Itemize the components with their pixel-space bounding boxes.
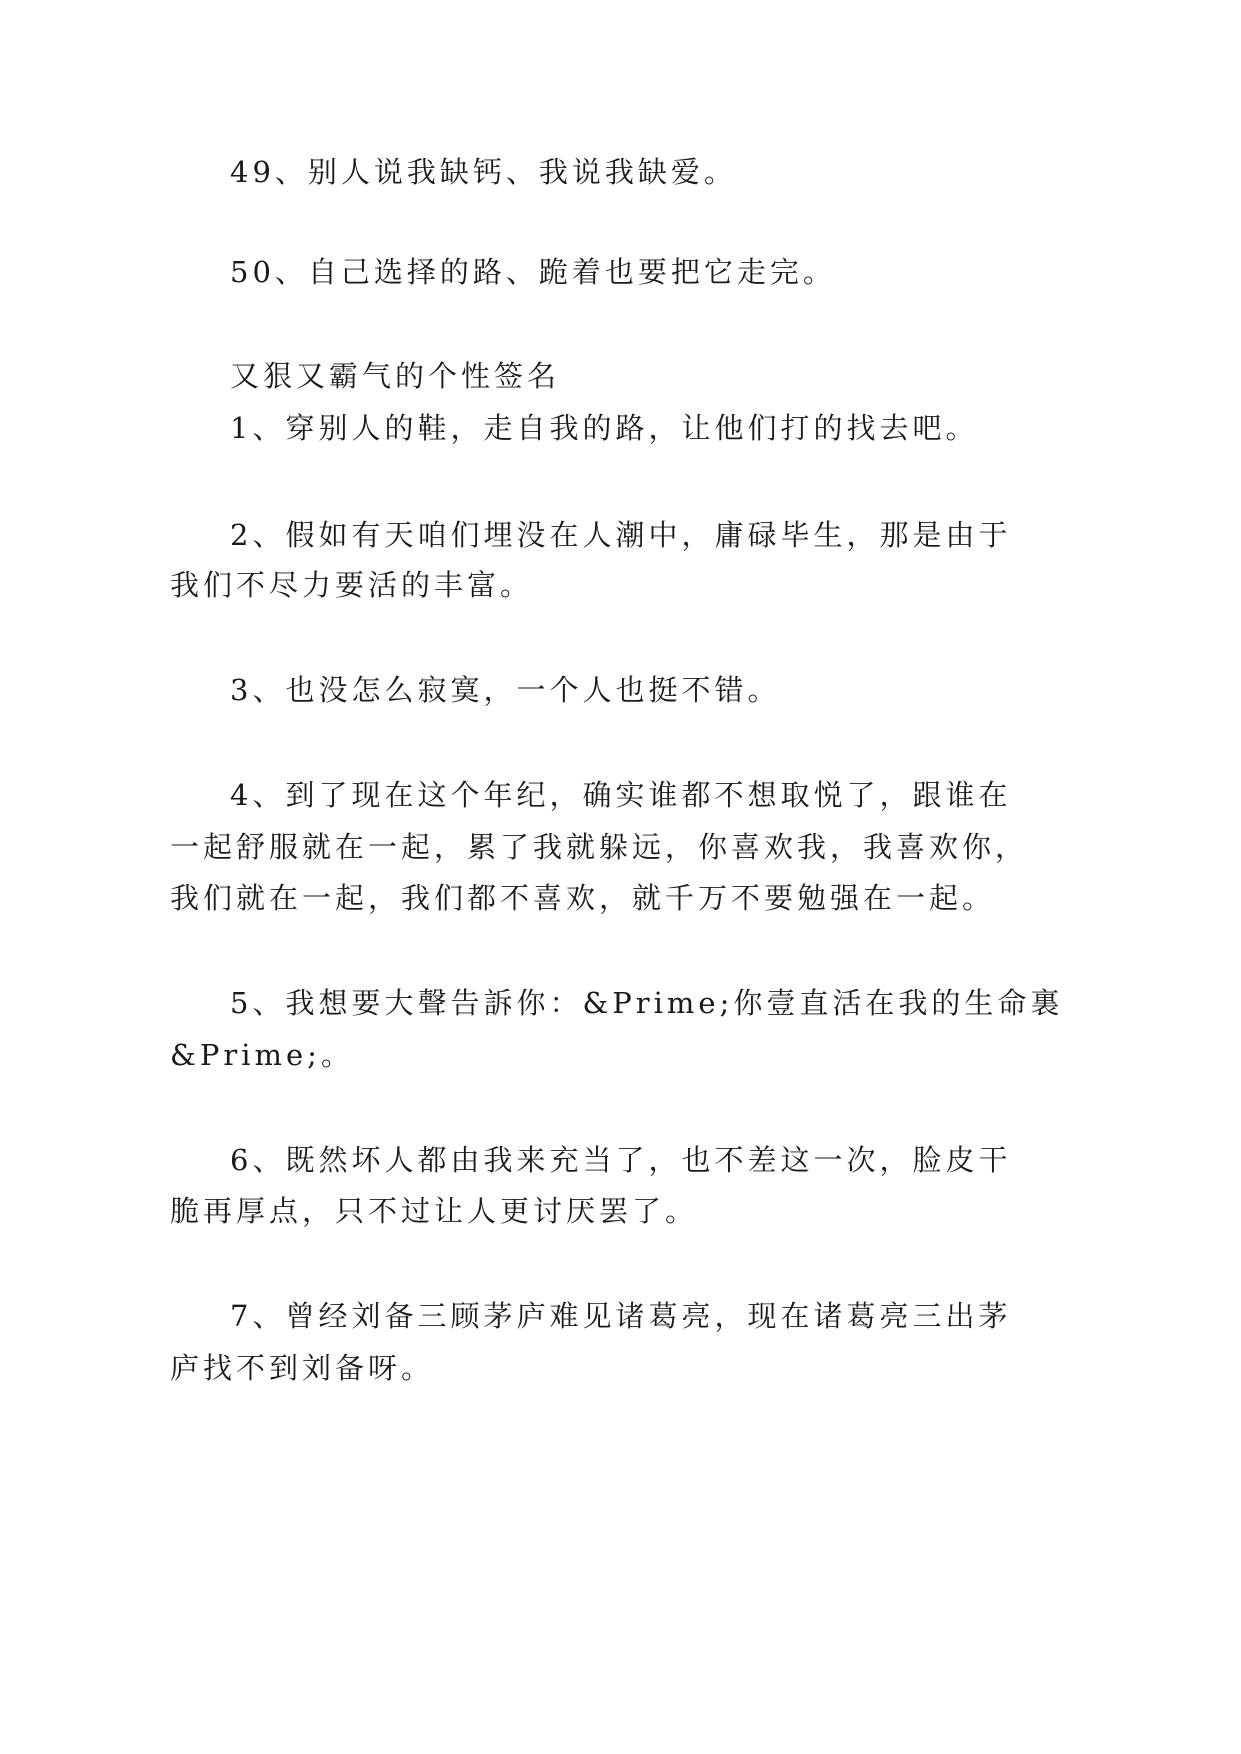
entry-5-line-2: &Prime;。 bbox=[170, 1038, 354, 1072]
entry-6-line-2: 脆再厚点，只不过让人更讨厌罢了。 bbox=[170, 1194, 699, 1228]
entry-6-line-1: 6、既然坏人都由我来充当了，也不差这一次，脸皮干 bbox=[230, 1143, 1012, 1177]
entry-4-line-2: 一起舒服就在一起，累了我就躲远，你喜欢我，我喜欢你， bbox=[170, 830, 1029, 864]
entry-7-line-1: 7、曾经刘备三顾茅庐难见诸葛亮，现在诸葛亮三出茅 bbox=[230, 1299, 1012, 1333]
entry-2-line-1: 2、假如有天咱们埋没在人潮中，庸碌毕生，那是由于 bbox=[230, 518, 1012, 552]
entry-4-line-3: 我们就在一起，我们都不喜欢，就千万不要勉强在一起。 bbox=[170, 881, 996, 915]
entry-5-line-1: 5、我想要大聲告訴你：&Prime;你壹直活在我的生命裏 bbox=[230, 986, 1064, 1020]
entry-4-line-1: 4、到了现在这个年纪，确实谁都不想取悦了，跟谁在 bbox=[230, 778, 1012, 812]
entry-3: 3、也没怎么寂寞，一个人也挺不错。 bbox=[230, 673, 781, 707]
paragraph-50: 50、自己选择的路、跪着也要把它走完。 bbox=[230, 255, 836, 289]
paragraph-49: 49、别人说我缺钙、我说我缺爱。 bbox=[230, 155, 737, 189]
entry-2-line-2: 我们不尽力要活的丰富。 bbox=[170, 568, 534, 602]
entry-7-line-2: 庐找不到刘备呀。 bbox=[170, 1351, 435, 1385]
section-title: 又狠又霸气的个性签名 bbox=[230, 359, 561, 393]
entry-1: 1、穿别人的鞋，走自我的路，让他们打的找去吧。 bbox=[230, 411, 979, 445]
